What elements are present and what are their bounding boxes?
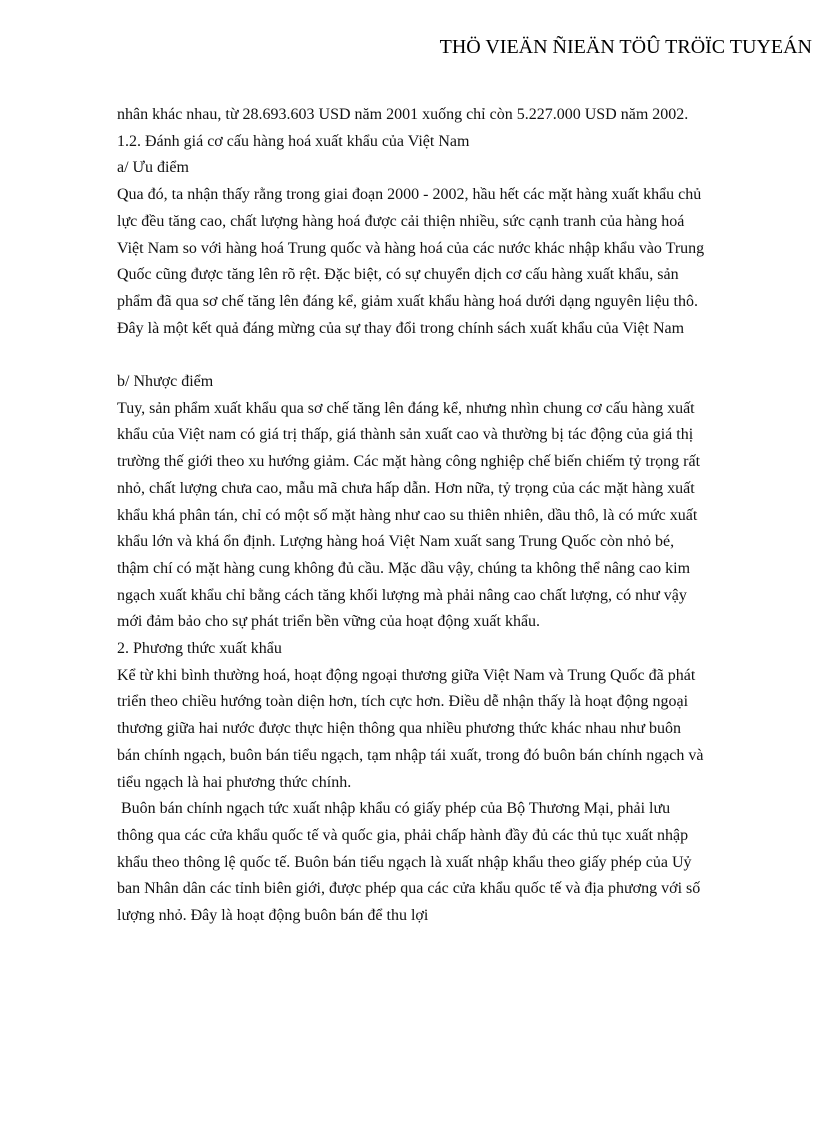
paragraph-advantages: Qua đó, ta nhận thấy rằng trong giai đoạn 2000 - 2002, hầu hết các mặt hàng xuất khẩu chủ lực đều tăng cao, chất lượng hàng hoá được cải thiện nhiều, sức cạnh tranh của hàng hoá Việt Nam so với hàng hoá Trung quốc và hàng hoá của các nước khác nhập khẩu vào Trung Quốc cũng được tăng lên rõ rệt. Đặc biệt, có sự chuyển dịch cơ cấu hàng xuất khẩu, sản phẩm đã qua sơ chế tăng lên đáng kể, giảm xuất khẩu hàng hoá dưới dạng nguyên liệu thô. Đây là một kết quả đáng mừng của sự thay đổi trong chính sách xuất khẩu của Việt Nam: [117, 186, 705, 337]
paragraph-export-methods: Kể từ khi bình thường hoá, hoạt động ngoại thương giữa Việt Nam và Trung Quốc đã phát triển theo chiều hướng toàn diện hơn, tích cực hơn. Điều dễ nhận thấy là hoạt động ngoại thương giữa hai nước được thực hiện thông qua nhiều phương thức khác nhau như buôn bán chính ngạch, buôn bán tiểu ngạch, tạm nhập tái xuất, trong đó buôn bán chính ngạch và tiểu ngạch là hai phương thức chính.: [117, 666, 704, 791]
paragraph-disadvantages: Tuy, sản phẩm xuất khẩu qua sơ chế tăng lên đáng kể, nhưng nhìn chung cơ cấu hàng xuất khẩu của Việt nam có giá trị thấp, giá thành sản xuất cao và thường bị tác động của giá thị trường thế giới theo xu hướng giảm. Các mặt hàng công nghiệp chế biến chiếm tỷ trọng rất nhỏ, chất lượng chưa cao, mẫu mã chưa hấp dẫn. Hơn nữa, tỷ trọng của các mặt hàng xuất khẩu khá phân tán, chỉ có một số mặt hàng như cao su thiên nhiên, dầu thô, là có mức xuất khẩu lớn và khá ổn định. Lượng hàng hoá Việt Nam xuất sang Trung Quốc còn nhỏ bé, thậm chí có mặt hàng cung không đủ cầu. Mặc dầu vậy, chúng ta không thể nâng cao kim ngạch xuất khẩu chỉ bằng cách tăng khối lượng mà phải nâng cao chất lượng, có như vậy mới đảm bảo cho sự phát triển bền vững của hoạt động xuất khẩu.: [117, 399, 701, 631]
blank-line: [117, 342, 707, 369]
paragraph-intro: nhân khác nhau, từ 28.693.603 USD năm 2001 xuống chỉ còn 5.227.000 USD năm 2002.: [117, 106, 689, 123]
subheading-advantages: a/ Ưu điểm: [117, 159, 189, 177]
section-heading-2: 2. Phương thức xuất khẩu: [117, 640, 282, 658]
section-heading-1-2: 1.2. Đánh giá cơ cấu hàng hoá xuất khẩu của Việt Nam: [117, 132, 470, 150]
subheading-disadvantages: b/ Nhược điểm: [117, 373, 214, 391]
page-header: THÖ VIEÄN ÑIEÄN TÖÛ TRÖÏC TUYEÁN: [439, 36, 812, 58]
document-body: [117, 102, 707, 930]
paragraph-official-trade: Buôn bán chính ngạch tức xuất nhập khẩu có giấy phép của Bộ Thương Mại, phải lưu thông qua các cửa khẩu quốc tế và quốc gia, phải chấp hành đầy đủ các thủ tục xuất nhập khẩu theo thông lệ quốc tế. Buôn bán tiểu ngạch là xuất nhập khẩu theo giấy phép của Uỷ ban Nhân dân các tỉnh biên giới, được phép qua các cửa khẩu quốc tế và địa phương với số lượng nhỏ. Đây là hoạt động buôn bán để thu lợi: [117, 800, 705, 925]
